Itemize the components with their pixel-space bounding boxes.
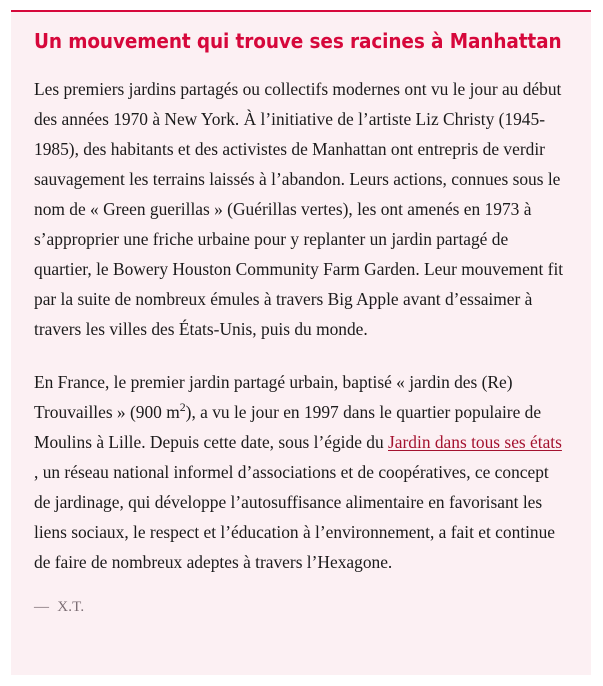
square-meter-superscript: 2 [179,399,186,414]
paragraph-2 [34,367,568,577]
article-callout [11,10,591,675]
paragraph-2-text-after-link: , un réseau national informel d’associations et de coopératives, ce concept de jardinage, qui développe l’autosuffisance alimentaire en favorisant les liens sociaux, le respect et l’éducation à l’environnement, a fait et continue de faire de nombreux adeptes à travers l’Hexagone. [34,461,556,572]
jardin-dans-tous-ses-etats-link[interactable]: Jardin dans tous ses états [388,431,562,452]
paragraph-2-text-after-superscript: ), a vu le jour en 1997 dans le quartier populaire de Moulins à Lille. Depuis cette date, sous l’égide du [34,401,542,452]
paragraph-1: Les premiers jardins partagés ou collectifs modernes ont vu le jour au début des années 1970 à New York. À l’initiative de l’artiste Liz Christy (1945-1985), des habitants et des activistes de Manhattan ont entrepris de verdir sauvagement les terrains laissés à l’abandon. Leurs actions, connues sous le nom de « Green guerillas » (Guérillas vertes), les ont amenés en 1973 à s’approprier une friche urbaine pour y replanter un jardin partagé de quartier, le Bowery Houston Community Farm Garden. Leur mouvement fit par la suite de nombreux émules à travers Big Apple avant d’essaimer à travers les villes des États-Unis, puis du monde. [34,78,564,339]
signature-author-initials: X.T. [57,598,85,615]
paragraph-2-text-before-link: En France, le premier jardin partagé urbain, baptisé « jardin des (Re) Trouvailles » (900 m [34,371,513,422]
author-signature [34,597,568,617]
callout-title: Un mouvement qui trouve ses racines à Manhattan [34,29,562,53]
signature-dash: — [34,598,50,615]
callout-body [34,74,568,617]
